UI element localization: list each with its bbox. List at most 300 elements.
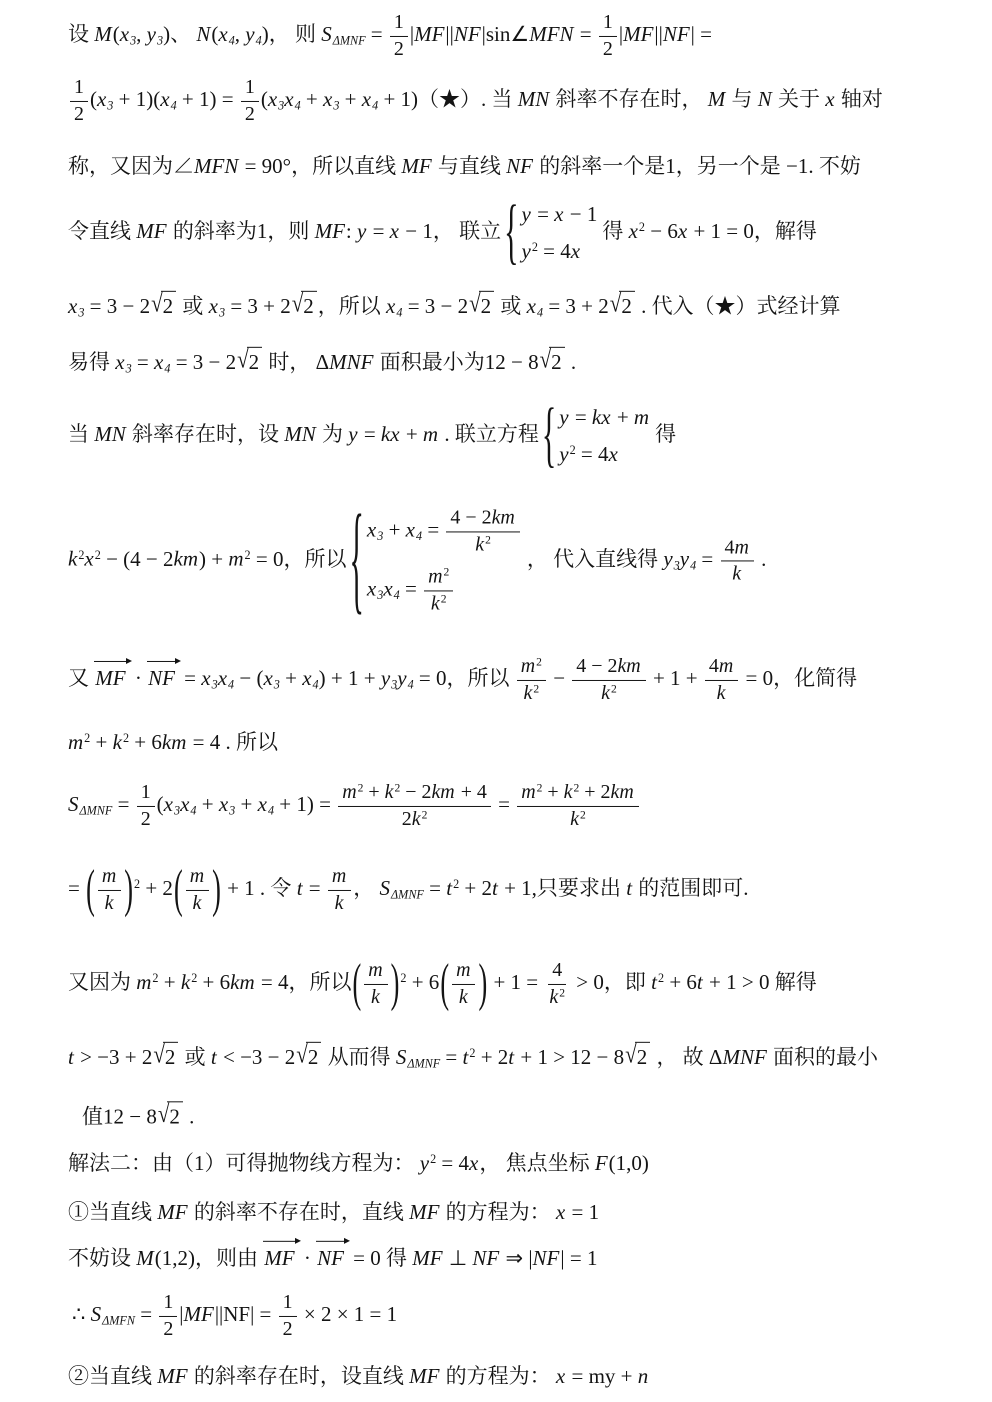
math-fraction: [364, 959, 387, 1009]
math-subscript: ΔMFN: [102, 1313, 135, 1328]
math-variable: k: [384, 780, 394, 803]
math-variable: km: [173, 546, 199, 571]
cases-row: [559, 441, 650, 469]
math-text: 得: [602, 218, 629, 243]
math-variable: M: [707, 86, 726, 111]
math-text: = 4: [436, 1150, 470, 1175]
math-text: 面积的最小: [767, 1044, 879, 1069]
solution-line-17: [68, 1198, 599, 1226]
math-text: ·: [298, 1245, 317, 1270]
math-subscript: 4: [396, 305, 403, 320]
math-variable: t: [210, 1044, 217, 1069]
math-text: 的斜率为1，则: [167, 218, 315, 243]
solution-line-2: [68, 76, 883, 126]
math-superscript: 2: [536, 655, 542, 669]
math-text: ) +: [199, 546, 229, 571]
math-text: 或: [179, 1044, 211, 1069]
math-superscript: 2: [134, 876, 141, 891]
fraction-denominator: [427, 591, 451, 616]
math-fraction: [137, 781, 155, 831]
vector-body: [95, 666, 126, 690]
solution-line-14: [68, 1042, 878, 1072]
math-text: + 1 > 0 解得: [703, 969, 817, 994]
math-text: = 3 − 2: [84, 293, 151, 318]
math-variable: k: [549, 985, 559, 1008]
math-variable: m: [189, 864, 205, 887]
math-fraction: [390, 11, 408, 61]
radical-sign-icon: √: [153, 1040, 165, 1069]
vector-body: [264, 1246, 295, 1270]
math-sqrt: [610, 291, 635, 320]
math-text: 易得: [68, 349, 116, 374]
math-text: 或: [495, 293, 527, 318]
math-text: =: [367, 218, 390, 243]
math-variable: NF: [453, 21, 481, 46]
math-text: 面积最小为12 − 8: [374, 349, 539, 374]
math-cases: [504, 191, 598, 273]
math-text: + 2: [579, 780, 611, 803]
fraction-denominator: [159, 1317, 177, 1342]
math-text: > 0，即: [571, 969, 652, 994]
math-vector: [263, 1241, 298, 1272]
math-superscript: 2: [400, 970, 407, 985]
math-variable: k: [104, 891, 114, 914]
math-superscript: 2: [440, 592, 447, 606]
math-variable: y: [663, 546, 673, 571]
radical-sign-icon: √: [539, 345, 552, 374]
math-text: 4: [552, 958, 563, 981]
math-text: = 0，所以: [413, 665, 515, 690]
fraction-numerator: [572, 655, 645, 681]
math-sqrt: [158, 1101, 183, 1130]
math-fraction: [572, 655, 645, 705]
math-sqrt: [296, 1042, 321, 1071]
math-variable: k: [570, 807, 580, 830]
math-superscript: 2: [191, 970, 198, 985]
fraction-denominator: [398, 807, 432, 832]
math-subscript: 3: [218, 305, 226, 320]
math-subscript: 4: [255, 33, 262, 48]
math-variable: F: [594, 1150, 608, 1175]
math-subscript: 4: [415, 529, 423, 544]
math-fraction: [599, 11, 617, 61]
math-superscript: 2: [559, 985, 566, 999]
math-variable: y: [521, 239, 531, 264]
math-superscript: 2: [94, 547, 101, 562]
math-variable: k: [523, 681, 533, 704]
math-text: 称，又因为∠: [68, 153, 194, 178]
cases-row: [559, 403, 650, 431]
math-text: ①当直线: [68, 1199, 158, 1224]
fraction-numerator: [241, 76, 259, 102]
math-text: > −3 + 2: [74, 1044, 153, 1069]
math-text: 2: [393, 37, 404, 60]
math-variable: MF: [401, 153, 432, 178]
vector-bar-icon: [94, 661, 126, 662]
math-subscript: 4: [267, 803, 275, 818]
math-text: 1: [140, 780, 151, 803]
solution-line-9: [68, 655, 857, 705]
math-variable: x: [608, 442, 618, 467]
solution-line-15: [82, 1101, 194, 1130]
math-variable: k: [370, 985, 380, 1008]
radical-sign-icon: √: [296, 1040, 308, 1069]
math-text: = my +: [566, 1363, 638, 1388]
math-text: ) + 1 +: [318, 665, 381, 690]
math-variable: MFN: [194, 153, 239, 178]
math-text: | = 1: [560, 1245, 598, 1270]
fraction-numerator: [98, 865, 121, 891]
math-subscript: 3: [377, 529, 384, 544]
math-text: ,: [234, 21, 246, 46]
fraction-denominator: [279, 1317, 297, 1342]
math-superscript: 2: [469, 1045, 476, 1060]
math-text: | =: [690, 21, 712, 46]
math-text: )、: [163, 21, 197, 46]
math-variable: k: [475, 532, 485, 555]
math-text: ，: [353, 875, 380, 900]
math-variable: x: [84, 546, 94, 571]
math-text: +: [300, 86, 323, 111]
math-big-paren: (: [352, 953, 362, 1012]
radical-sign-icon: √: [151, 289, 163, 318]
math-variable: m: [422, 421, 439, 446]
math-text: ||: [445, 21, 454, 46]
cases-brace-icon: {: [541, 394, 557, 476]
math-variable: MF: [136, 218, 167, 243]
math-subscript: 3: [130, 33, 137, 48]
math-text: = 3 − 2: [402, 293, 469, 318]
math-variable: n: [637, 1363, 649, 1388]
math-text: 时， Δ: [263, 349, 330, 374]
solution-line-10: [68, 728, 278, 756]
math-text: 2: [248, 349, 260, 374]
math-text: 的斜率不存在时，直线: [188, 1199, 410, 1224]
math-text: + 1 =: [488, 969, 544, 994]
math-text: 斜率存在时，设: [126, 421, 285, 446]
math-variable: x: [218, 21, 228, 46]
math-superscript: 2: [122, 730, 130, 745]
math-text: +: [363, 780, 385, 803]
solution-line-3: [68, 152, 861, 180]
math-text: 2: [551, 349, 562, 374]
math-text: (: [260, 86, 268, 111]
math-subscript: 3: [377, 588, 384, 603]
math-subscript: 4: [372, 98, 379, 113]
math-text: 2: [162, 293, 174, 318]
cases-row: [367, 566, 522, 616]
fraction-denominator: [597, 681, 621, 706]
math-variable: y: [380, 665, 391, 690]
vector-arrowhead-icon: [295, 1238, 301, 1244]
cases-brace-icon: {: [504, 191, 519, 273]
math-variable: NF: [662, 21, 690, 46]
math-subscript: 3: [107, 98, 114, 113]
math-text: .: [755, 546, 767, 571]
math-variable: N: [757, 86, 772, 111]
math-text: 从而得: [322, 1044, 396, 1069]
math-big-paren: (: [440, 953, 450, 1012]
math-superscript: 2: [531, 240, 538, 255]
math-text: 1: [393, 10, 404, 33]
math-text: 4: [708, 654, 719, 677]
math-variable: km: [491, 506, 515, 529]
math-text: 轴对: [835, 86, 883, 111]
math-text: = 0 得: [347, 1245, 413, 1270]
math-text: +: [196, 791, 219, 816]
math-subscript: 4: [228, 33, 235, 48]
math-variable: t: [626, 875, 633, 900]
math-variable: kx: [380, 421, 400, 446]
math-variable: x: [825, 86, 835, 111]
math-variable: kx: [591, 405, 611, 430]
math-text: =: [131, 349, 155, 374]
math-text: 令直线: [68, 218, 137, 243]
math-text: ⊥: [443, 1245, 473, 1270]
math-variable: x: [555, 1199, 566, 1224]
math-variable: x: [366, 576, 377, 601]
math-text: + 1) =: [274, 791, 337, 816]
radical-sign-icon: √: [291, 289, 304, 318]
math-variable: M: [94, 21, 112, 46]
math-variable: x: [263, 665, 273, 690]
math-text: 得: [655, 421, 677, 446]
math-variable: M: [136, 1245, 154, 1270]
math-variable: x: [570, 239, 581, 264]
math-text: = 0，所以: [250, 546, 347, 571]
math-text: 的斜率一个是1，另一个是 −1. 不妨: [534, 153, 861, 178]
math-subscript: 4: [393, 588, 400, 603]
fraction-numerator: [186, 865, 209, 891]
math-variable: S: [68, 791, 79, 816]
math-text: (1,0): [608, 1150, 649, 1175]
math-text: 2: [163, 1317, 174, 1340]
math-variable: x: [405, 517, 415, 542]
math-text: + 1 . 令: [221, 875, 297, 900]
math-text: 又: [68, 665, 95, 690]
math-variable: y: [521, 202, 531, 227]
math-text: 的斜率存在时，设直线: [188, 1363, 410, 1388]
fraction-numerator: [137, 781, 155, 807]
fraction-numerator: [517, 781, 638, 807]
math-variable: m: [368, 958, 383, 981]
math-text: ， 代入直线得: [526, 546, 664, 571]
math-text: +: [383, 517, 406, 542]
math-text: +: [158, 969, 181, 994]
math-subscript: 3: [229, 803, 236, 818]
math-text: =: [303, 875, 326, 900]
vector-arrowhead-icon: [126, 658, 132, 664]
math-text: + 6: [664, 969, 697, 994]
math-vector: [94, 661, 129, 692]
math-fraction: [186, 865, 209, 915]
fraction-denominator: [331, 891, 349, 916]
math-variable: x: [180, 791, 190, 816]
fraction-denominator: [188, 891, 206, 916]
math-variable: x: [389, 218, 399, 243]
vector-body: [148, 666, 176, 690]
math-variable: MF: [409, 1363, 440, 1388]
math-subscript: 4: [228, 677, 235, 692]
math-text: 关于: [772, 86, 826, 111]
math-subscript: 3: [278, 98, 285, 113]
math-superscript: 2: [657, 970, 665, 985]
math-superscript: 2: [244, 547, 251, 562]
math-text: =: [178, 665, 202, 690]
math-variable: MN: [284, 421, 316, 446]
math-sqrt: [237, 347, 262, 376]
math-variable: S: [379, 875, 391, 900]
math-superscript: 2: [533, 681, 540, 695]
math-variable: x: [323, 86, 333, 111]
cases-row: [522, 238, 598, 266]
math-text: 斜率不存在时，: [550, 86, 708, 111]
solution-line-5: [68, 291, 841, 321]
math-text: ,: [136, 21, 147, 46]
math-text: + 4: [455, 780, 487, 803]
math-subscript: 3: [673, 558, 680, 573]
math-subscript: 3: [333, 98, 340, 113]
math-variable: x: [383, 576, 393, 601]
math-text: 4 − 2: [576, 654, 618, 677]
math-text: + 2: [475, 1044, 509, 1069]
math-text: = 4 . 所以: [187, 729, 278, 754]
vector-bar-icon: [147, 661, 176, 662]
math-text: 1: [244, 75, 255, 98]
math-text: 2: [169, 1104, 180, 1129]
vector-bar-icon: [263, 1241, 295, 1242]
math-text: 1: [163, 1290, 174, 1313]
math-variable: NF: [532, 1245, 560, 1270]
math-text: 或: [177, 293, 209, 318]
radical-sign-icon: √: [237, 345, 249, 374]
math-text: =: [440, 1044, 463, 1069]
math-text: + 2: [459, 875, 492, 900]
solution-line-12: [68, 859, 749, 918]
math-variable: t: [492, 875, 498, 900]
math-fraction: [338, 781, 491, 831]
math-superscript: 2: [430, 1151, 437, 1166]
math-text: 与直线: [432, 153, 507, 178]
math-text: ，所以: [317, 293, 387, 318]
math-variable: m: [428, 565, 443, 588]
math-text: + 6: [197, 969, 231, 994]
math-sqrt: [153, 1042, 178, 1071]
math-variable: t: [296, 875, 303, 900]
math-fraction: [517, 655, 546, 705]
math-variable: y: [348, 421, 358, 446]
math-cases: [541, 394, 650, 476]
math-variable: S: [90, 1301, 102, 1326]
fraction-denominator: [471, 532, 495, 557]
math-subscript: ΔMNF: [391, 887, 424, 902]
math-text: + 2: [140, 875, 173, 900]
math-sqrt: [292, 291, 317, 320]
math-subscript: 4: [190, 803, 197, 818]
math-text: 2: [602, 37, 613, 60]
math-text: 设: [68, 21, 95, 46]
math-text: = 1: [566, 1199, 600, 1224]
fraction-denominator: [101, 891, 119, 916]
math-superscript: 2: [84, 730, 91, 745]
math-subscript: ΔMNF: [407, 1056, 441, 1071]
math-variable: y: [397, 665, 407, 690]
math-variable: x: [208, 293, 218, 318]
math-variable: x: [119, 21, 130, 46]
math-text: (: [156, 791, 164, 816]
math-variable: t: [68, 1044, 74, 1069]
math-subscript: ΔMNF: [79, 803, 113, 818]
math-variable: MF: [412, 1245, 443, 1270]
math-text: 的方程为：: [440, 1199, 556, 1224]
math-variable: k: [411, 807, 421, 830]
math-fraction: [517, 781, 638, 831]
math-variable: S: [395, 1044, 407, 1069]
math-superscript: 2: [485, 533, 491, 547]
math-fraction: [98, 865, 121, 915]
math-subscript: 3: [273, 677, 280, 692]
math-text: + 1 = 0，解得: [688, 218, 817, 243]
math-fraction: [705, 655, 738, 705]
math-text: 又因为: [68, 969, 137, 994]
vector-arrowhead-icon: [344, 1238, 350, 1244]
math-variable: x: [267, 86, 278, 111]
math-subscript: 3: [78, 305, 85, 320]
math-text: (: [211, 21, 219, 46]
math-variable: k: [716, 681, 726, 704]
math-variable: k: [601, 681, 611, 704]
math-fraction: [545, 959, 569, 1009]
math-variable: MF: [623, 21, 654, 46]
math-text: ∴: [72, 1301, 91, 1326]
math-text: 当: [68, 421, 95, 446]
math-subscript: 4: [690, 558, 697, 573]
fraction-numerator: [705, 655, 738, 681]
math-text: (: [89, 86, 97, 111]
math-variable: x: [366, 517, 377, 542]
math-big-paren: ): [212, 859, 221, 918]
fraction-denominator: [137, 807, 155, 832]
math-text: =: [569, 405, 592, 430]
math-variable: k: [192, 891, 202, 914]
math-variable: x: [526, 293, 536, 318]
math-big-paren: ): [478, 953, 488, 1012]
math-variable: m: [101, 864, 117, 887]
math-text: .: [183, 1104, 195, 1129]
math-text: − 1: [564, 202, 598, 227]
math-text: =: [358, 421, 381, 446]
math-variable: NF: [148, 665, 175, 690]
math-text: 2: [303, 293, 314, 318]
math-variable: MF: [157, 1199, 188, 1224]
math-text: + 1,只要求出: [498, 875, 627, 900]
solution-line-7: [68, 394, 677, 476]
math-superscript: 2: [580, 807, 586, 821]
math-variable: x: [160, 86, 170, 111]
math-text: ， 焦点坐标: [479, 1150, 595, 1175]
math-text: − 1， 联立: [400, 218, 502, 243]
solution-line-16: [68, 1149, 649, 1177]
fraction-denominator: [241, 102, 259, 127]
math-superscript: 2: [357, 781, 364, 795]
solution-line-11: [68, 781, 641, 831]
math-text: = 3 + 2: [543, 293, 609, 318]
math-text: (: [112, 21, 120, 46]
math-text: + 1 > 12 − 8: [515, 1044, 625, 1069]
math-text: 2: [282, 1317, 293, 1340]
radical-sign-icon: √: [625, 1040, 637, 1069]
math-superscript: 2: [638, 219, 646, 234]
